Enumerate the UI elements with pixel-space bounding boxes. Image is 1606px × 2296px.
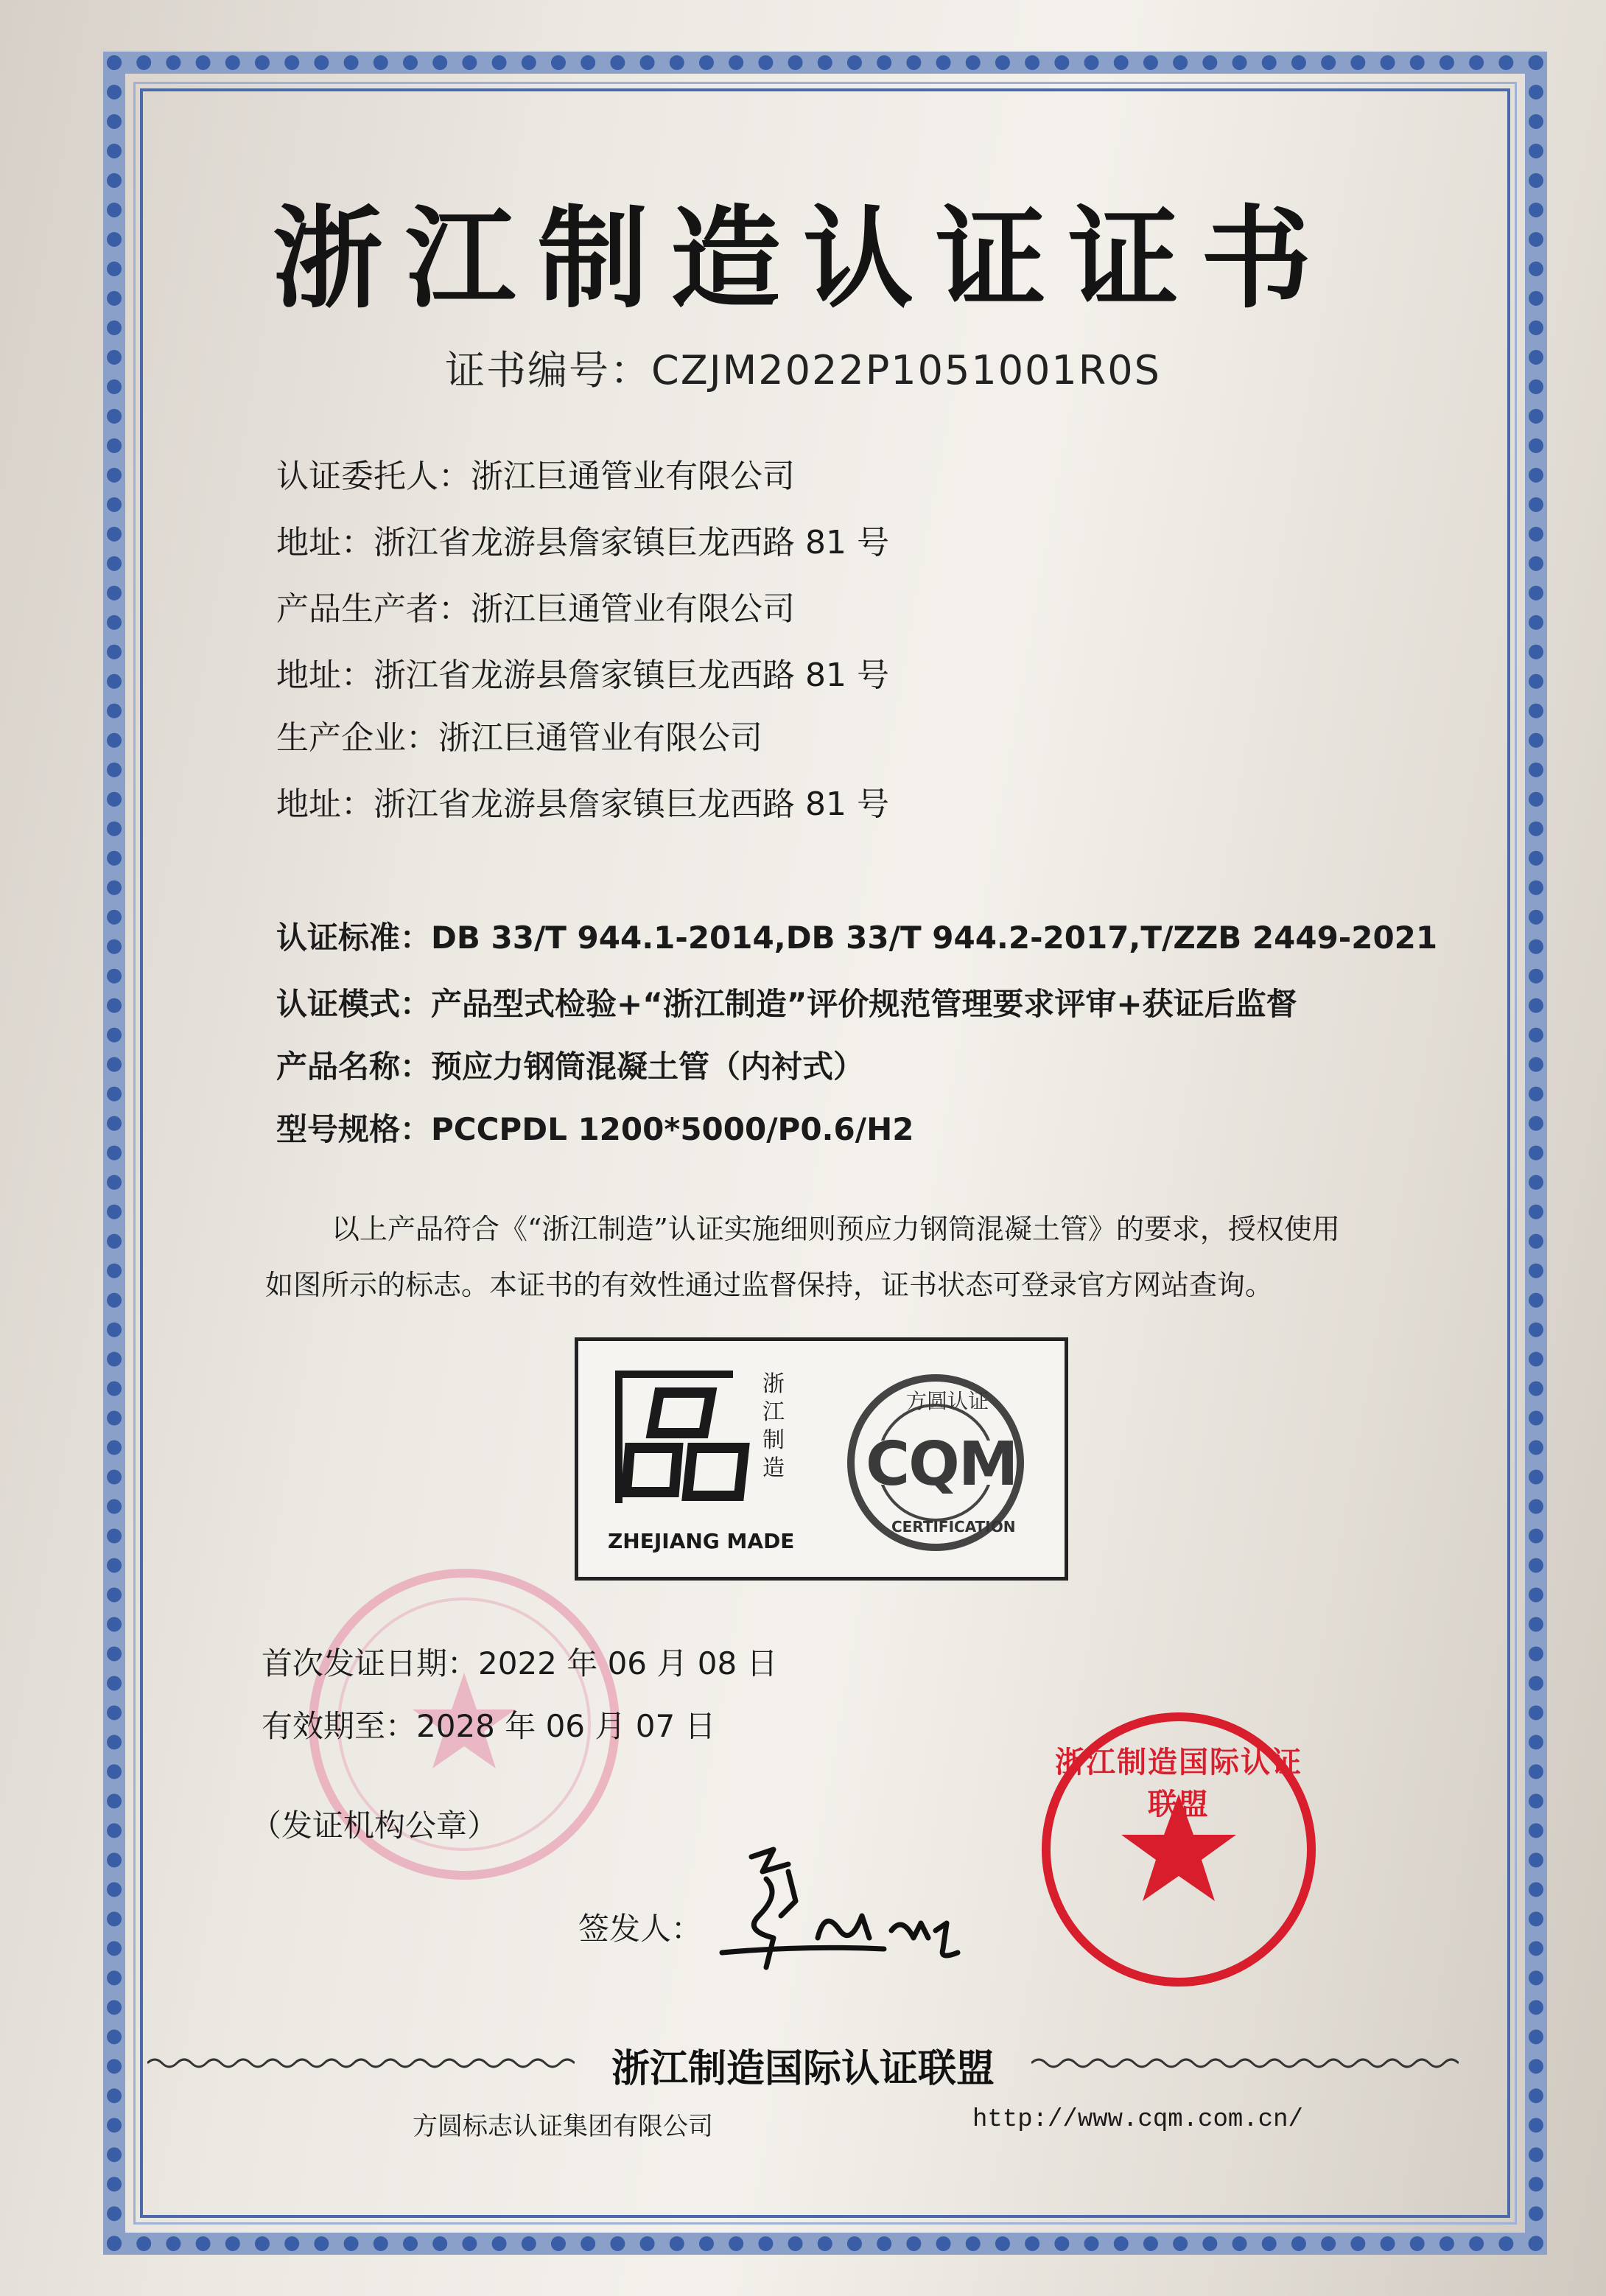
certification-mode: 认证模式：产品型式检验+“浙江制造”评价规范管理要求评审+获证后监督 <box>276 986 1297 1022</box>
statement-paragraph <box>265 1201 1429 1313</box>
producer-address: 地址：浙江省龙游县詹家镇巨龙西路 81 号 <box>276 657 889 694</box>
first-issue-date: 首次发证日期：2022 年 06 月 08 日 <box>262 1645 778 1681</box>
model-spec: 型号规格：PCCPDL 1200*5000/P0.6/H2 <box>276 1111 914 1147</box>
cqm-ring-bottom-text: CERTIFICATION <box>891 1518 1016 1536</box>
red-seal-text: 浙江制造国际认证联盟 <box>1055 1746 1302 1821</box>
statement-line-2: 如图所示的标志。本证书的有效性通过监督保持，证书状态可登录官方网站查询。 <box>265 1269 1274 1301</box>
footer-company: 方圆标志认证集团有限公司 <box>413 2112 713 2141</box>
zhejiang-mark-text: 浙江制造 <box>762 1371 785 1481</box>
handwritten-signature-icon <box>692 1827 1002 1982</box>
certification-standard: 认证标准：DB 33/T 944.1-2014,DB 33/T 944.2-2017,T/ZZB 2449-2021 <box>276 920 1438 956</box>
statement-line-1: 以上产品符合《“浙江制造”认证实施细则预应力钢筒混凝土管》的要求，授权使用 <box>332 1213 1340 1245</box>
producer: 产品生产者：浙江巨通管业有限公司 <box>276 590 795 628</box>
product-name: 产品名称：预应力钢筒混凝土管（内衬式） <box>276 1049 865 1085</box>
issuing-seal-note: （发证机构公章） <box>250 1807 499 1844</box>
entrusting-party: 认证委托人：浙江巨通管业有限公司 <box>276 458 795 495</box>
zhejiang-made-label: ZHEJIANG MADE <box>608 1529 795 1553</box>
alliance-name: 浙江制造国际认证联盟 <box>611 2047 995 2091</box>
manufacturer: 生产企业：浙江巨通管业有限公司 <box>276 719 762 757</box>
cqm-ring-top-text: 方圆认证 <box>906 1389 989 1413</box>
footer-wave-right-icon <box>1031 2056 1459 2071</box>
certificate-title: 浙江制造认证证书 <box>272 194 1333 323</box>
entrusting-party-address: 地址：浙江省龙游县詹家镇巨龙西路 81 号 <box>276 524 889 561</box>
cqm-wordmark: CQM <box>866 1429 1017 1499</box>
certificate-number: 证书编号：CZJM2022P1051001R0S <box>445 347 1161 393</box>
manufacturer-address: 地址：浙江省龙游县詹家镇巨龙西路 81 号 <box>276 785 889 823</box>
signer-label: 签发人： <box>578 1911 703 1947</box>
valid-until-date: 有效期至：2028 年 06 月 07 日 <box>262 1708 716 1744</box>
footer-url[interactable]: http://www.cqm.com.cn/ <box>972 2106 1303 2134</box>
certification-logo-box <box>575 1337 1068 1581</box>
